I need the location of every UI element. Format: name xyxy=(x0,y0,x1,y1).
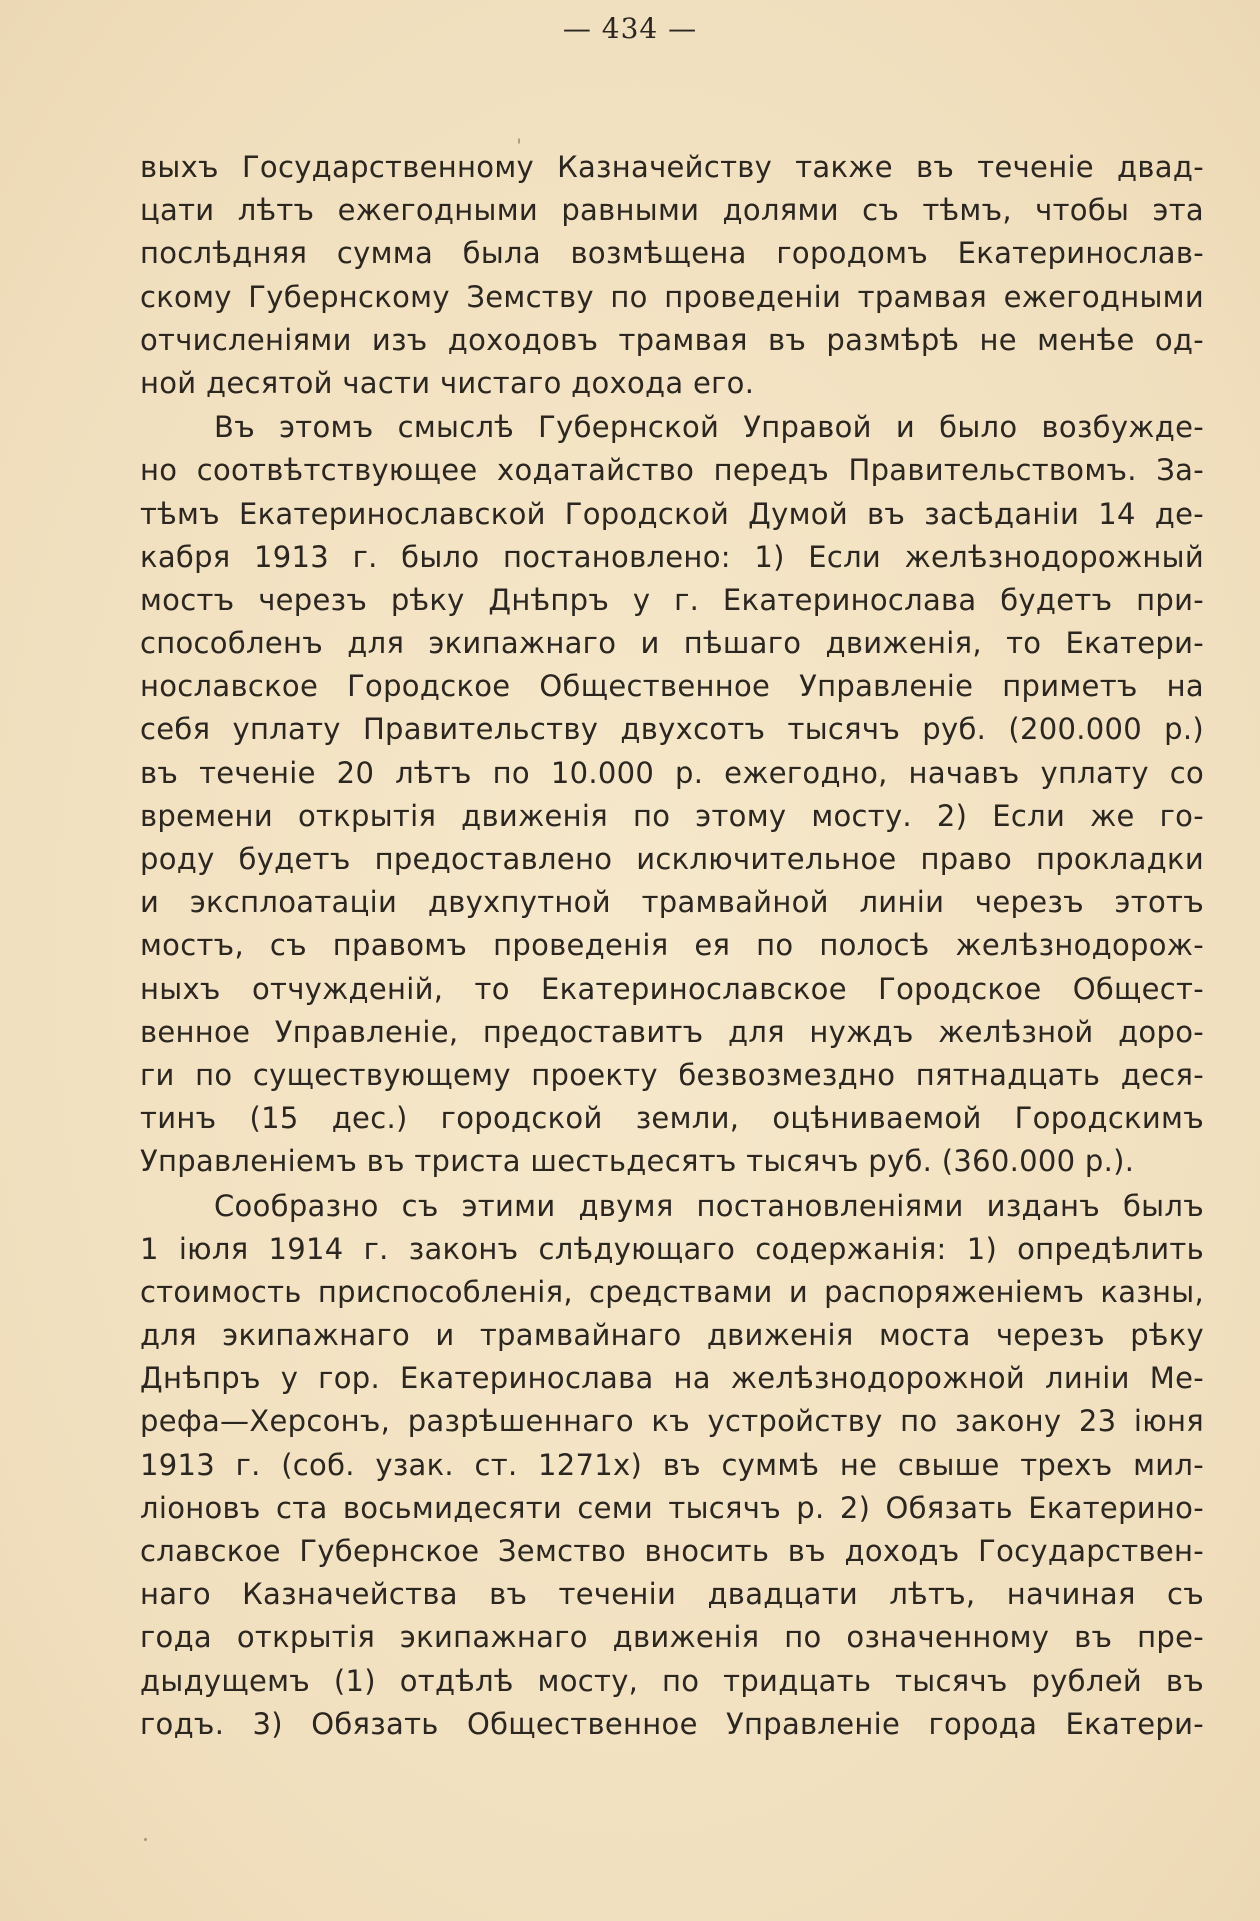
text-line: стоимость приспособленія, средствами и распоряженіемъ казны, xyxy=(140,1274,1204,1309)
text-line: въ теченіе 20 лѣтъ по 10.000 р. ежегодно, начавъ уплату со xyxy=(140,755,1204,790)
paragraph-1 xyxy=(140,146,1204,405)
text-line: нославское Городское Общественное Управленіе приметъ на xyxy=(140,669,1204,704)
text-line: мостъ, съ правомъ проведенія ея по полосѣ желѣзнодорож- xyxy=(140,928,1204,963)
text-line: Въ этомъ смыслѣ Губернской Управой и было возбужде- xyxy=(214,410,1204,445)
text-line: венное Управленіе, предоставитъ для нуждъ желѣзной доро- xyxy=(140,1014,1204,1049)
text-line: но соотвѣтствующее ходатайство передъ Правительствомъ. За- xyxy=(140,453,1204,488)
text-line: ги по существующему проекту безвозмездно пятнадцать деся- xyxy=(140,1057,1204,1092)
page-number: — 434 — xyxy=(562,12,698,45)
text-line: и эксплоатаціи двухпутной трамвайной линіи черезъ этотъ xyxy=(140,885,1204,920)
text-line: Днѣпръ у гор. Екатеринослава на желѣзнодорожной линіи Ме- xyxy=(140,1361,1204,1396)
scan-speck xyxy=(144,1838,147,1841)
text-line: мостъ черезъ рѣку Днѣпръ у г. Екатеринослава будетъ при- xyxy=(140,582,1204,617)
text-line: себя уплату Правительству двухсотъ тысячъ руб. (200.000 р.) xyxy=(140,712,1204,747)
text-line: послѣдняя сумма была возмѣщена городомъ Екатеринослав- xyxy=(140,236,1204,271)
text-line: роду будетъ предоставлено исключительное право прокладки xyxy=(140,842,1204,876)
body-text xyxy=(140,146,1204,1747)
text-line: выхъ Государственному Казначейству также въ теченіе двад- xyxy=(140,150,1204,184)
text-line: ліоновъ ста восьмидесяти семи тысячъ р. 2) Обязать Екатерино- xyxy=(140,1490,1204,1525)
text-line: скому Губернскому Земству по проведеніи трамвая ежегодными xyxy=(140,279,1204,314)
text-line: рефа—Херсонъ, разрѣшеннаго къ устройству по закону 23 іюня xyxy=(140,1404,1204,1439)
text-line: кабря 1913 г. было постановлено: 1) Если желѣзнодорожный xyxy=(140,539,1204,574)
paragraph-2 xyxy=(140,406,1204,1183)
text-line: 1913 г. (соб. узак. ст. 1271х) въ суммѣ не свыше трехъ мил- xyxy=(140,1447,1204,1482)
text-line: Управленіемъ въ триста шестьдесятъ тысячъ руб. (360.000 р.). xyxy=(140,1144,1135,1179)
text-line: отчисленіями изъ доходовъ трамвая въ размѣрѣ не менѣе од- xyxy=(140,322,1204,357)
text-line: цати лѣтъ ежегодными равными долями съ тѣмъ, чтобы эта xyxy=(140,193,1204,228)
scan-speck xyxy=(518,138,520,144)
paragraph-3 xyxy=(140,1185,1204,1746)
text-line: для экипажнаго и трамвайнаго движенія моста черезъ рѣку xyxy=(140,1318,1204,1353)
text-line: времени открытія движенія по этому мосту. 2) Если же го- xyxy=(140,798,1204,833)
text-line: тинъ (15 дес.) городской земли, оцѣниваемой Городскимъ xyxy=(140,1101,1204,1136)
text-line: 1 іюля 1914 г. законъ слѣдующаго содержанія: 1) опредѣлить xyxy=(140,1231,1204,1266)
text-line: наго Казначейства въ теченіи двадцати лѣтъ, начиная съ xyxy=(140,1577,1204,1612)
text-line: тѣмъ Екатеринославской Городской Думой въ засѣданіи 14 де- xyxy=(140,496,1204,531)
text-line: годъ. 3) Обязать Общественное Управленіе города Екатери- xyxy=(140,1706,1204,1741)
text-line: Сообразно съ этими двумя постановленіями изданъ былъ xyxy=(214,1188,1204,1223)
text-line: способленъ для экипажнаго и пѣшаго движенія, то Екатери- xyxy=(140,626,1204,661)
text-line: дыдущемъ (1) отдѣлѣ мосту, по тридцать тысячъ рублей въ xyxy=(140,1663,1204,1698)
text-line: славское Губернское Земство вносить въ доходъ Государствен- xyxy=(140,1534,1204,1568)
text-line: ной десятой части чистаго дохода его. xyxy=(140,365,755,400)
text-line: ныхъ отчужденій, то Екатеринославское Городское Общест- xyxy=(140,971,1204,1006)
text-line: года открытія экипажнаго движенія по означенному въ пре- xyxy=(140,1620,1204,1655)
